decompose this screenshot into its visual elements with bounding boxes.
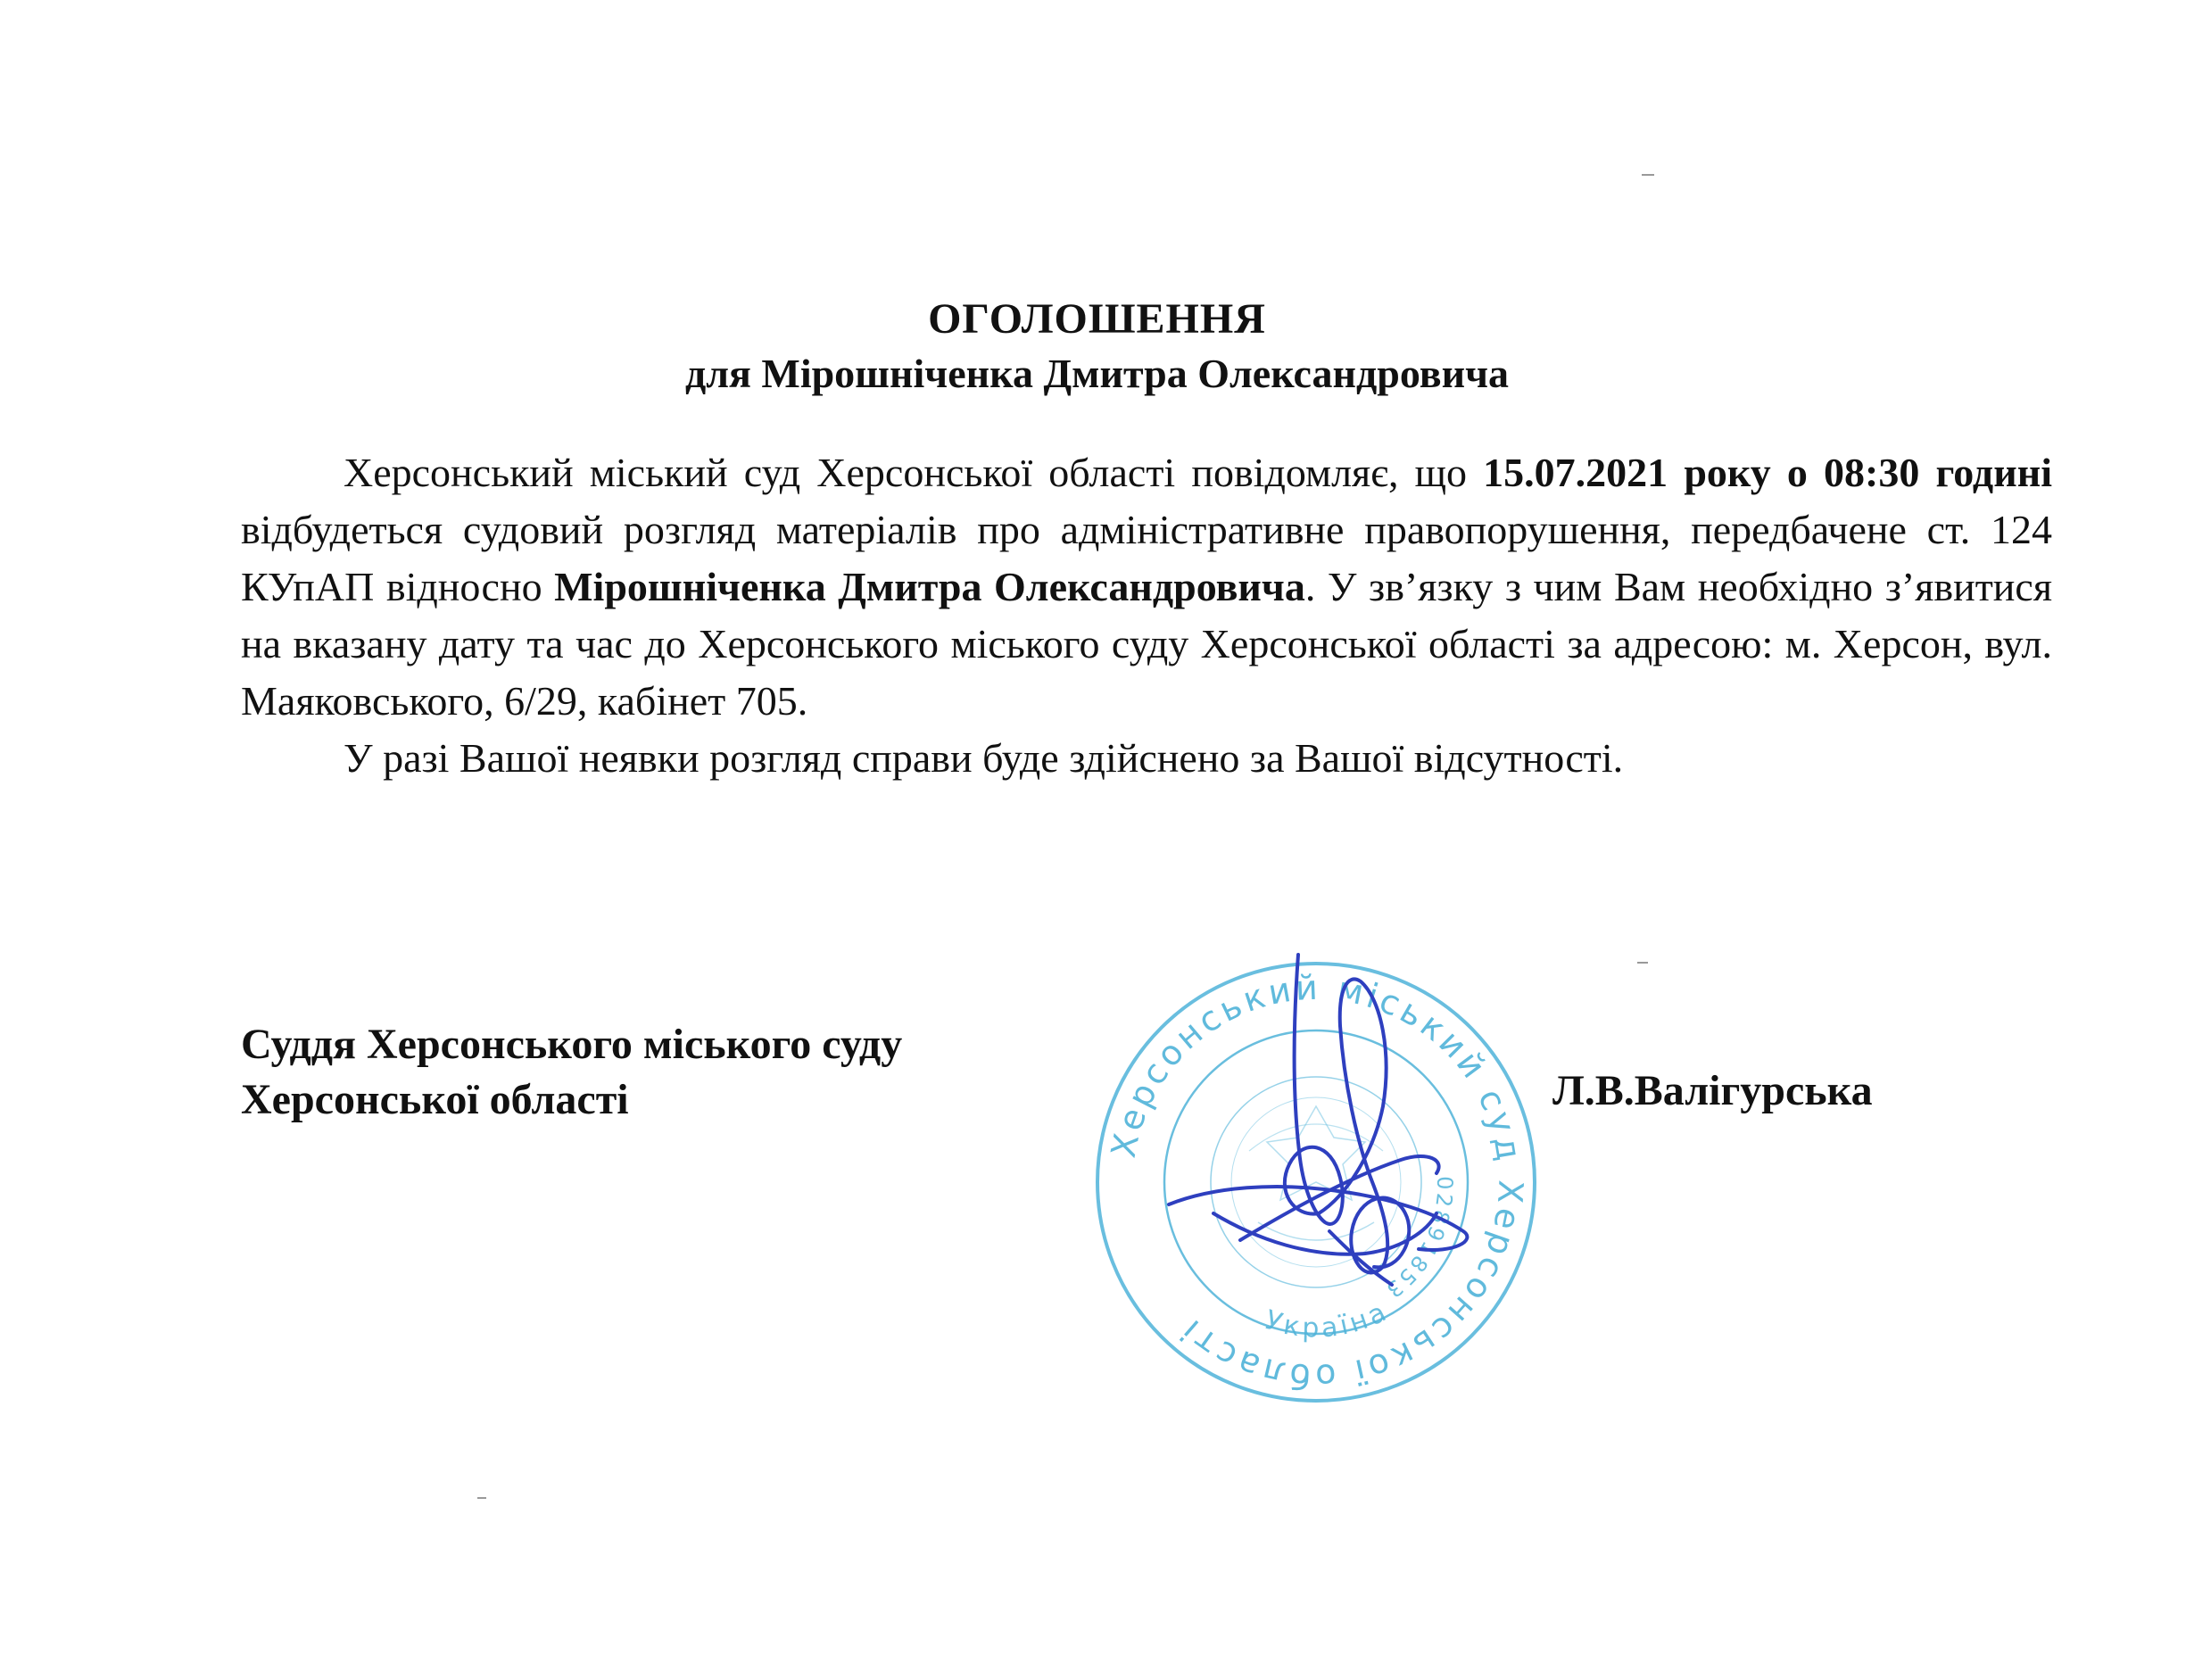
signature-position <box>241 1017 902 1128</box>
paragraph-1-part-2: відбудеться судовий розгляд матеріалів про адміністративне правопорушення, передбачене ст. 124 КУпАП відносно <box>241 507 2052 609</box>
svg-text:Україна: Україна <box>1261 1295 1395 1345</box>
scan-speck <box>1637 962 1648 964</box>
paragraph-1-part-3: . У зв’язку з чим Вам необхідно з’явитися на вказану дату та час до Херсонського міського суду Херсонської області за адресою: м. Херсон, вул. Маяковського, 6/29, кабінет 705. <box>241 564 2053 724</box>
notice-paragraph-1 <box>241 444 2052 730</box>
signature-position-line-1: Суддя Херсонського міського суду <box>241 1021 903 1068</box>
svg-text:02891853: 02891853 <box>1379 1176 1458 1304</box>
signature-position-line-2: Херсонської області <box>241 1076 629 1123</box>
notice-subtitle: для Мірошніченка Дмитра Олександровича <box>684 351 1510 396</box>
court-stamp-with-signature <box>1080 946 1552 1419</box>
defendant-name: Мірошніченка Дмитра Олександровича <box>554 564 1305 609</box>
scan-speck <box>1642 174 1654 176</box>
paragraph-1-part-1: Херсонський міський суд Херсонської області повідомляє, що <box>344 450 1484 495</box>
signer-name: Л.В.Валігурська <box>1552 1067 1873 1114</box>
hearing-datetime: 15.07.2021 року о 08:30 годині <box>1483 450 2052 495</box>
svg-text:Херсонський міський суд Херсон: Херсонський міський суд Херсонської області <box>1103 967 1531 1397</box>
notice-body <box>241 444 2052 787</box>
scan-speck <box>477 1497 486 1499</box>
notice-title: ОГОЛОШЕННЯ <box>928 295 1266 343</box>
notice-paragraph-2: У разі Вашої неявки розгляд справи буде здійснено за Вашої відсутності. <box>344 735 1624 781</box>
